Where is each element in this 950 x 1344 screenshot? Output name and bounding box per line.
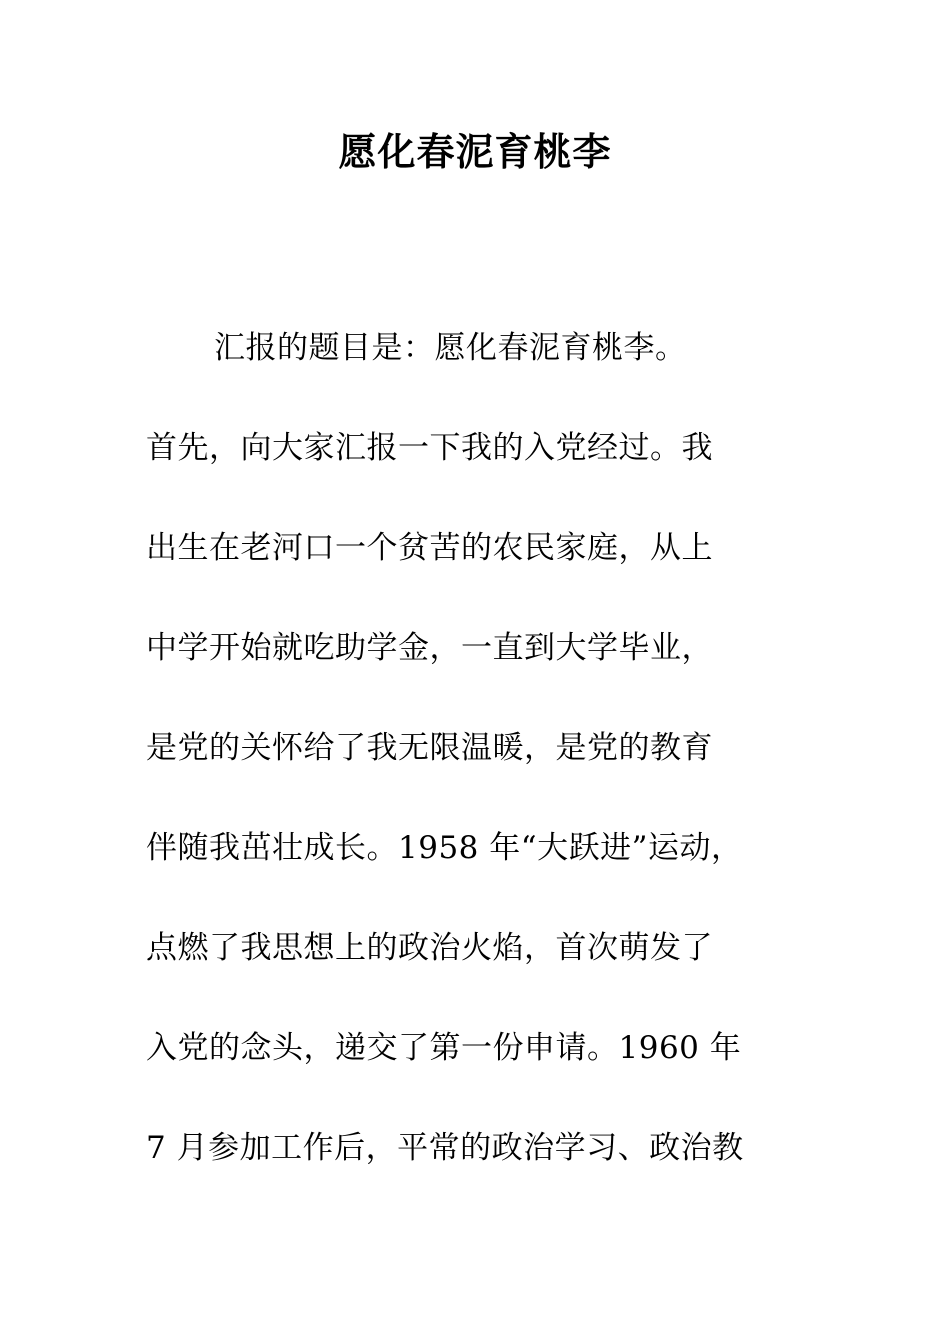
body-line: 7 月参加工作后，平常的政治学习、政治教 xyxy=(146,1130,744,1166)
body-line: 首先，向大家汇报一下我的入党经过。我 xyxy=(146,430,713,466)
body-line: 点燃了我思想上的政治火焰，首次萌发了 xyxy=(146,930,713,966)
document-title: 愿化春泥育桃李 xyxy=(338,130,612,174)
body-line: 伴随我茁壮成长。1958 年“大跃进”运动， xyxy=(146,830,743,866)
body-line: 是党的关怀给了我无限温暖，是党的教育 xyxy=(146,730,713,766)
body-line: 汇报的题目是：愿化春泥育桃李。 xyxy=(214,330,687,366)
body-line: 中学开始就吃助学金，一直到大学毕业， xyxy=(146,630,713,666)
body-line: 出生在老河口一个贫苦的农民家庭，从上 xyxy=(146,530,713,566)
body-line: 入党的念头，递交了第一份申请。1960 年 xyxy=(146,1030,742,1066)
document-body xyxy=(146,298,826,1198)
